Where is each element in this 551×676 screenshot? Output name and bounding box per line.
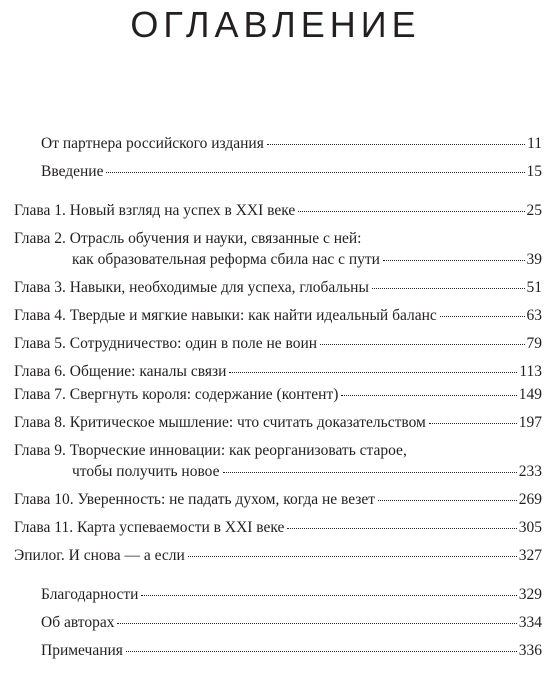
toc-page-number: 197	[518, 414, 542, 431]
dot-leader	[229, 372, 517, 373]
toc-entry-title: Благодарности	[41, 586, 139, 603]
toc-entry-title: Об авторах	[41, 614, 115, 631]
dot-leader	[141, 595, 516, 596]
toc-entry-title: Глава 10. Уверенность: не падать духом, когда не везет	[14, 491, 376, 508]
toc-page-number: 269	[518, 491, 542, 508]
toc-page-number: 334	[518, 614, 542, 631]
toc-entry-title: Глава 1. Новый взгляд на успех в XXI веке	[14, 202, 296, 219]
toc-entry-chapter-6	[14, 362, 542, 382]
toc-entry-chapter-1	[14, 201, 542, 221]
toc-entry-title: Эпилог. И снова — а если	[14, 547, 185, 564]
toc-page-number: 11	[527, 135, 542, 152]
toc-entry-chapter-9-line1: Глава 9. Творческие инновации: как реорганизовать старое,	[14, 442, 407, 459]
toc-entry-partner	[41, 134, 542, 154]
dot-leader	[106, 172, 524, 173]
toc-page-number: 51	[526, 279, 542, 296]
toc-entry-chapter-2	[72, 250, 542, 270]
toc-entry-title: Глава 4. Твердые и мягкие навыки: как найти идеальный баланс	[14, 307, 437, 324]
toc-entry-title: чтобы получить новое	[72, 463, 220, 480]
toc-entry-introduction	[41, 162, 542, 182]
toc-entry-title: Глава 3. Навыки, необходимые для успеха, глобальны	[14, 279, 369, 296]
toc-page-number: 39	[526, 251, 542, 268]
toc-page-number: 233	[518, 463, 542, 480]
toc-entry-title: Глава 8. Критическое мышление: что считать доказательством	[14, 414, 426, 431]
toc-page-number: 305	[518, 519, 542, 536]
dot-leader	[267, 144, 525, 145]
toc-entry-chapter-3	[14, 278, 542, 298]
dot-leader	[429, 423, 517, 424]
toc-entry-title: Глава 7. Свергнуть короля: содержание (контент)	[14, 386, 339, 403]
toc-entry-chapter-8	[14, 413, 542, 433]
toc-entry-chapter-4	[14, 306, 542, 326]
toc-entry-notes	[41, 641, 542, 661]
toc-entry-title: Примечания	[41, 642, 123, 659]
toc-entry-acknowledgements	[41, 585, 542, 605]
dot-leader	[188, 556, 517, 557]
toc-entry-chapter-9	[72, 462, 542, 482]
toc-entry-chapter-2-line1: Глава 2. Отрасль обучения и науки, связанные с ней:	[14, 230, 362, 247]
toc-entry-title: Глава 5. Сотрудничество: один в поле не воин	[14, 335, 318, 352]
toc-entry-chapter-5	[14, 334, 542, 354]
dot-leader	[287, 528, 516, 529]
toc-entry-title: Глава 6. Общение: каналы связи	[14, 363, 227, 380]
toc-entry-chapter-11	[14, 518, 542, 538]
toc-page-number: 15	[526, 163, 542, 180]
dot-leader	[383, 260, 525, 261]
toc-page-number: 336	[518, 642, 542, 659]
toc-entry-chapter-7	[14, 385, 542, 405]
toc-page-number: 149	[518, 386, 542, 403]
dot-leader	[126, 651, 517, 652]
toc-page-number: 327	[518, 547, 542, 564]
dot-leader	[372, 288, 525, 289]
toc-page-number: 113	[519, 363, 542, 380]
toc-entry-title: как образовательная реформа сбила нас с пути	[72, 251, 380, 268]
dot-leader	[223, 472, 517, 473]
toc-page-number: 63	[526, 307, 542, 324]
toc-entry-epilogue	[14, 546, 542, 566]
dot-leader	[378, 500, 517, 501]
dot-leader	[320, 344, 524, 345]
toc-entry-chapter-10	[14, 490, 542, 510]
toc-entry-title: Глава 11. Карта успеваемости в XXI веке	[14, 519, 285, 536]
toc-page-number: 79	[526, 335, 542, 352]
dot-leader	[341, 395, 516, 396]
dot-leader	[117, 623, 516, 624]
toc-page-number: 25	[526, 202, 542, 219]
toc-entry-title: От партнера российского издания	[41, 135, 264, 152]
dot-leader	[298, 211, 524, 212]
page-title: ОГЛАВЛЕНИЕ	[130, 4, 421, 45]
toc-entry-about-authors	[41, 613, 542, 633]
dot-leader	[440, 316, 525, 317]
toc-page-number: 329	[518, 586, 542, 603]
toc-entry-title: Введение	[41, 163, 104, 180]
